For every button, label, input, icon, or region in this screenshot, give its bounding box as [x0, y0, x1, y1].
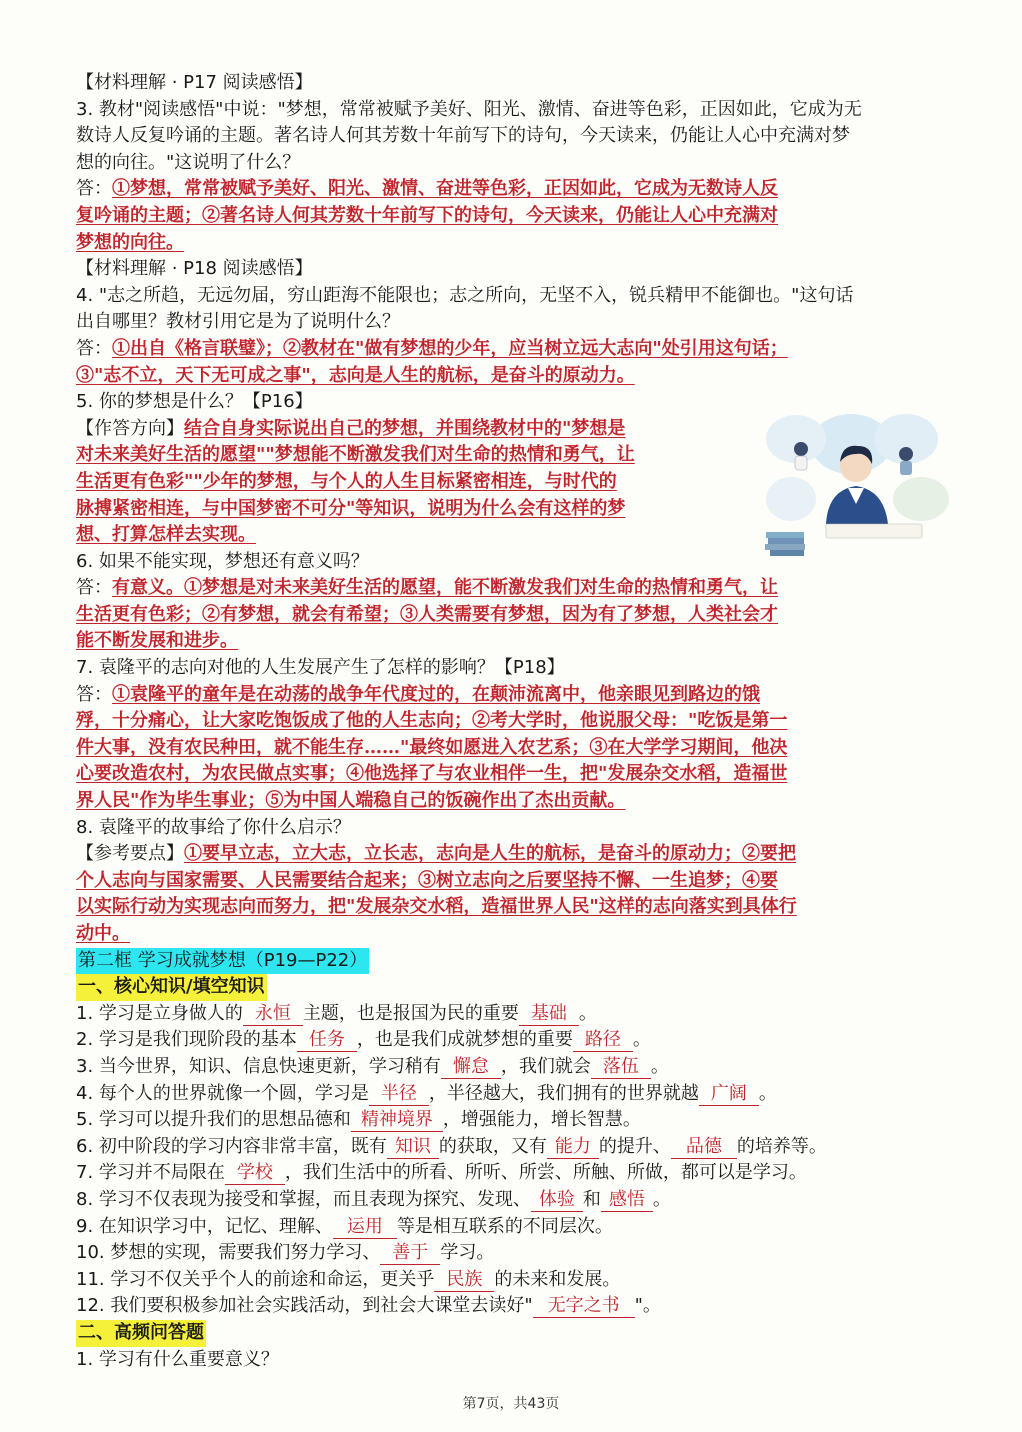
- fill-item: [76, 1001, 956, 1028]
- fill-blank: 路径: [573, 1029, 633, 1052]
- fill-blank: 无字之书: [533, 1295, 635, 1318]
- fill-text: 3. 当今世界，知识、信息快速更新，学习稍有: [76, 1055, 441, 1077]
- answer-text: 脉搏紧密相连，与中国梦密不可分"等知识，说明为什么会有这样的梦: [76, 497, 626, 519]
- fill-item: [76, 1027, 956, 1054]
- fill-blank: 任务: [297, 1029, 357, 1052]
- fill-text: 的未来和发展。: [494, 1268, 621, 1290]
- answer-text: 有意义。①梦想是对未来美好生活的愿望，能不断激发我们对生命的热情和勇气，让: [112, 577, 778, 599]
- answer-line: [76, 230, 956, 257]
- fill-item: [76, 1187, 956, 1214]
- answer-text: 以实际行动为实现志向而努力，把"发展杂交水稻，造福世界人民"这样的志向落实到具体行: [76, 896, 797, 918]
- fill-text: 主题，也是报国为民的重要: [302, 1002, 519, 1024]
- answer-text: 个人志向与国家需要、人民需要结合起来；③树立志向之后要坚持不懈、一生追梦；④要: [76, 869, 778, 891]
- answer-line: [76, 442, 756, 469]
- fill-item: [76, 1160, 956, 1187]
- answer-text: 对未来美好生活的愿望""梦想能不断激发我们对生命的热情和勇气，让: [76, 444, 635, 466]
- answer-text: ①梦想，常常被赋予美好、阳光、激情、奋进等色彩，正因如此，它成为无数诗人反: [112, 178, 778, 200]
- answer-line: [76, 416, 756, 443]
- answer-text: 梦想的向往。: [76, 231, 184, 253]
- fill-text: ，也是我们成就梦想的重要: [356, 1029, 573, 1051]
- fill-blank: 善于: [380, 1242, 440, 1265]
- fill-blank: 知识: [387, 1136, 439, 1159]
- fill-item: [76, 1081, 956, 1108]
- fill-text: ，增强能力，增长智慧。: [442, 1109, 641, 1131]
- fill-item: [76, 1134, 956, 1161]
- fill-text: 的提升、: [598, 1135, 671, 1157]
- answer-line: [76, 628, 956, 655]
- answer-line: [76, 363, 956, 390]
- fill-blank: 懈怠: [441, 1056, 501, 1079]
- page-number: 第7页，共43页: [462, 1396, 560, 1412]
- thought-cloud: [766, 415, 826, 463]
- answer-line: [76, 336, 956, 363]
- answer-prefix: 答：: [76, 337, 112, 359]
- fill-text: "。: [634, 1295, 661, 1317]
- answer-line: [76, 761, 956, 788]
- fill-blank: 永恒: [243, 1003, 303, 1026]
- fill-item: [76, 1107, 956, 1134]
- answer-line: [76, 735, 956, 762]
- answer-prefix: 答：: [76, 178, 112, 200]
- section-title: 一、核心知识/填空知识: [76, 974, 267, 1001]
- fill-text: ，半径越大，我们拥有的世界就越: [428, 1082, 699, 1104]
- book: [765, 544, 805, 550]
- question-text: 6. 如果不能实现，梦想还有意义吗？: [76, 550, 369, 572]
- fill-item: [76, 1267, 956, 1294]
- chapter-heading: [76, 948, 956, 975]
- answer-line: [76, 602, 956, 629]
- fill-blank: 半径: [369, 1083, 429, 1106]
- question-text: 4. "志之所趋，无远勿届，穷山距海不能限也；志之所向，无坚不入，锐兵精甲不能御也。"这句话: [76, 284, 854, 306]
- fill-text: 12. 我们要积极参加社会实践活动，到社会大课堂去读好": [76, 1295, 533, 1317]
- question-text: 3. 教材"阅读感悟"中说："梦想，常常被赋予美好、阳光、激情、奋进等色彩，正因如此，它成为无: [76, 98, 862, 120]
- fill-blank: 品德: [671, 1136, 737, 1159]
- answer-text: ①出自《格言联璧》；②教材在"做有梦想的少年，应当树立远大志向"处引用这句话；: [112, 337, 788, 359]
- fill-text: 学习。: [440, 1242, 495, 1264]
- open-notebook: [826, 524, 922, 538]
- fill-item: [76, 1293, 956, 1320]
- fill-text: 10. 梦想的实现，需要我们努力学习、: [76, 1242, 381, 1264]
- answer-text: 心要改造农村，为农民做点实事；④他选择了与农业相伴一生，把"发展杂交水稻，造福世: [76, 763, 788, 785]
- fill-text: 5. 学习可以提升我们的思想品德和: [76, 1109, 351, 1131]
- question-text: 1. 学习有什么重要意义？: [76, 1348, 279, 1370]
- answer-text: 能不断发展和进步。: [76, 630, 238, 652]
- answer-text: ①袁隆平的童年是在动荡的战争年代度过的，在颠沛流离中，他亲眼见到路边的饿: [112, 683, 760, 705]
- question-text: 数诗人反复吟诵的主题。著名诗人何其芳数十年前写下的诗句，今天读来，仍能让人心中充满对梦: [76, 125, 850, 147]
- section-header: 【材料理解 · P17 阅读感悟】: [76, 72, 313, 93]
- answer-line: [76, 203, 956, 230]
- answer-prefix: 【作答方向】: [76, 417, 184, 439]
- figure-head: [794, 442, 808, 456]
- question-text: 5. 你的梦想是什么？【P16】: [76, 391, 313, 413]
- answer-line: [76, 788, 956, 815]
- fill-item: [76, 1054, 956, 1081]
- figure-body: [900, 461, 912, 475]
- book: [768, 538, 804, 544]
- fill-text: 7. 学习并不局限在: [76, 1162, 225, 1184]
- answer-line: [76, 496, 756, 523]
- fill-blank: 精神境界: [351, 1109, 443, 1132]
- fill-text: 。: [650, 1055, 669, 1077]
- question-text: 7. 袁隆平的志向对他的人生发展产生了怎样的影响？【P18】: [76, 657, 565, 679]
- book: [770, 550, 804, 556]
- thought-cloud: [893, 477, 949, 521]
- fill-item: [76, 1214, 956, 1241]
- figure-head: [899, 447, 913, 461]
- book: [766, 532, 804, 538]
- fill-item: [76, 1240, 956, 1267]
- answer-prefix: 答：: [76, 577, 112, 599]
- fill-blank: 运用: [333, 1216, 397, 1239]
- answer-text: 件大事，没有农民种田，就不能生存……"最终如愿进入农艺系；③在大学学习期间，他决: [76, 736, 788, 758]
- fill-text: 。: [632, 1029, 651, 1051]
- answer-text: 生活更有色彩""少年的梦想，与个人的人生目标紧密相连，与时代的: [76, 470, 617, 492]
- answer-line: [76, 682, 956, 709]
- question-text: 想的向往。"这说明了什么？: [76, 151, 301, 173]
- student-dreaming-illustration: [756, 404, 956, 564]
- answer-text: 结合自身实际说出自己的梦想，并围绕教材中的"梦想是: [184, 417, 626, 439]
- answer-line: [76, 176, 956, 203]
- answer-line: [76, 921, 956, 948]
- answer-line: [76, 469, 756, 496]
- answer-prefix: 【参考要点】: [76, 843, 184, 865]
- answer-text: 殍，十分痛心，让大家吃饱饭成了他的人生志向；②考大学时，他说服父母："吃饭是第一: [76, 710, 788, 732]
- section-title: 二、高频问答题: [76, 1320, 206, 1347]
- fill-text: 。: [578, 1002, 597, 1024]
- fill-blank: 感悟: [601, 1189, 653, 1212]
- fill-text: 等是相互联系的不同层次。: [396, 1215, 613, 1237]
- chapter-title: 第二框 学习成就梦想（P19—P22）: [76, 948, 369, 975]
- thought-cloud: [766, 477, 816, 521]
- fill-text: 11. 学习不仅关乎个人的前途和命运，更关乎: [76, 1268, 435, 1290]
- section-heading: [76, 974, 956, 1001]
- answer-text: 生活更有色彩；②有梦想，就会有希望；③人类需要有梦想，因为有了梦想，人类社会才: [76, 603, 778, 625]
- fill-text: 9. 在知识学习中，记忆、理解、: [76, 1215, 333, 1237]
- fill-text: 1. 学习是立身做人的: [76, 1002, 243, 1024]
- fill-text: 8. 学习不仅表现为接受和掌握，而且表现为探究、发现、: [76, 1188, 531, 1210]
- fill-text: ，我们就会: [500, 1055, 591, 1077]
- fill-blank: 基础: [519, 1003, 579, 1026]
- fill-text: 4. 每个人的世界就像一个圆，学习是: [76, 1082, 369, 1104]
- fill-blank: 体验: [531, 1189, 583, 1212]
- answer-line: [76, 868, 956, 895]
- answer-line: [76, 575, 956, 602]
- figure-body: [795, 456, 807, 470]
- fill-blank: 落伍: [591, 1056, 651, 1079]
- fill-blank: 广阔: [699, 1083, 759, 1106]
- answer-text: 复吟诵的主题；②著名诗人何其芳数十年前写下的诗句，今天读来，仍能让人心中充满对: [76, 204, 778, 226]
- answer-text: 想、打算怎样去实现。: [76, 524, 256, 546]
- fill-text: 的培养等。: [736, 1135, 827, 1157]
- answer-line: [76, 708, 956, 735]
- section-header: 【材料理解 · P18 阅读感悟】: [76, 258, 313, 280]
- fill-text: 6. 初中阶段的学习内容非常丰富，既有: [76, 1135, 387, 1157]
- answer-line: [76, 841, 956, 868]
- answer-line: [76, 894, 956, 921]
- fill-blank: 民族: [434, 1269, 494, 1292]
- fill-text: 和: [582, 1188, 601, 1210]
- answer-text: ①要早立志，立大志，立长志，志向是人生的航标，是奋斗的原动力；②要把: [184, 843, 796, 865]
- page-content: [76, 70, 956, 1373]
- answer-line: [76, 522, 756, 549]
- fill-blank: 学校: [225, 1162, 285, 1185]
- fill-text: 2. 学习是我们现阶段的基本: [76, 1029, 297, 1051]
- fill-text: ，我们生活中的所看、所听、所尝、所触、所做，都可以是学习。: [284, 1162, 807, 1184]
- fill-text: 。: [652, 1188, 671, 1210]
- answer-text: ③"志不立，天下无可成之事"，志向是人生的航标，是奋斗的原动力。: [76, 364, 635, 386]
- question-text: 出自哪里？教材引用它是为了说明什么？: [76, 311, 400, 333]
- answer-prefix: 答：: [76, 683, 112, 705]
- fill-blank: 能力: [547, 1136, 599, 1159]
- answer-text: 界人民"作为毕生事业；⑤为中国人端稳自己的饭碗作出了杰出贡献。: [76, 790, 626, 812]
- fill-text: 的获取，又有: [438, 1135, 547, 1157]
- fill-text: 。: [758, 1082, 777, 1104]
- section-heading: [76, 1320, 956, 1347]
- question-text: 8. 袁隆平的故事给了你什么启示？: [76, 816, 351, 838]
- answer-text: 动中。: [76, 923, 130, 944]
